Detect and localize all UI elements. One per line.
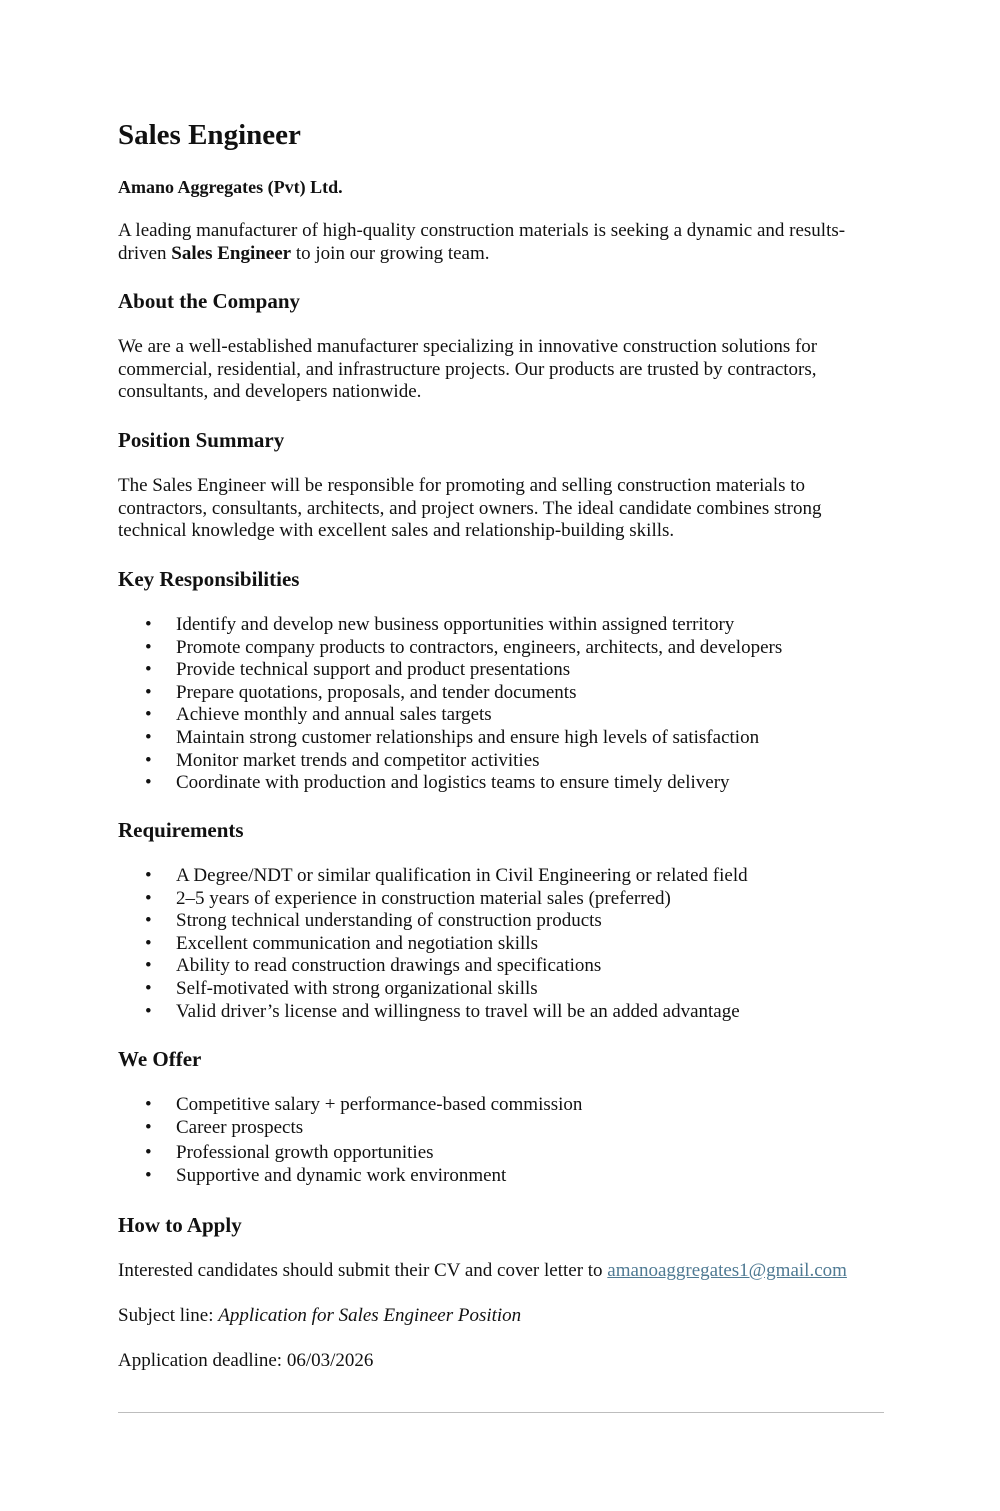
- list-item: • A Degree/NDT or similar qualification in Civil Engineering or related field: [118, 865, 748, 888]
- intro-text-end: to join our growing team.: [291, 242, 490, 264]
- list-item: • Provide technical support and product presentations: [118, 659, 782, 682]
- list-item: • Achieve monthly and annual sales targets: [118, 704, 782, 727]
- apply-text: Interested candidates should submit their CV and cover letter to: [118, 1260, 608, 1281]
- responsibilities-heading: Key Responsibilities: [118, 567, 300, 591]
- list-item: • Promote company products to contractors, engineers, architects, and developers: [118, 637, 782, 660]
- summary-heading: Position Summary: [118, 428, 285, 452]
- list-item: • Excellent communication and negotiation skills: [118, 933, 748, 956]
- list-item: • Self-motivated with strong organizational skills: [118, 978, 748, 1001]
- about-heading: About the Company: [118, 289, 301, 313]
- requirements-heading: Requirements: [118, 818, 244, 842]
- deadline-line: [118, 1350, 878, 1373]
- email-link[interactable]: amanoaggregates1@gmail.com: [607, 1260, 847, 1281]
- subject-label: Subject line:: [118, 1305, 219, 1326]
- list-item: • Supportive and dynamic work environment: [118, 1165, 582, 1188]
- intro-paragraph: [118, 220, 878, 265]
- responsibilities-list: [118, 614, 782, 795]
- offer-heading: We Offer: [118, 1047, 202, 1071]
- subject-value: Application for Sales Engineer Position: [218, 1305, 522, 1326]
- list-item: • 2–5 years of experience in construction material sales (preferred): [118, 888, 748, 911]
- footer-divider: [118, 1412, 884, 1413]
- list-item: • Career prospects: [118, 1117, 582, 1140]
- apply-paragraph: [118, 1260, 878, 1283]
- subject-line: [118, 1305, 878, 1328]
- list-item: • Competitive salary + performance-based commission: [118, 1094, 582, 1117]
- list-item: • Strong technical understanding of construction products: [118, 910, 748, 933]
- list-item: • Identify and develop new business opportunities within assigned territory: [118, 614, 782, 637]
- list-item: • Coordinate with production and logistics teams to ensure timely delivery: [118, 772, 782, 795]
- company-name: Amano Aggregates (Pvt) Ltd.: [118, 177, 343, 197]
- page-title: Sales Engineer: [118, 119, 301, 151]
- intro-text-start: A leading manufacturer of high-quality construction materials is seeking a dynamic and results-driven: [118, 220, 846, 264]
- apply-heading: How to Apply: [118, 1213, 242, 1237]
- intro-role-bold: Sales Engineer: [171, 242, 292, 264]
- list-item: • Ability to read construction drawings and specifications: [118, 955, 748, 978]
- deadline-label: Application deadline:: [118, 1350, 287, 1371]
- list-item: • Valid driver’s license and willingness to travel will be an added advantage: [118, 1001, 748, 1024]
- list-item: • Professional growth opportunities: [118, 1142, 582, 1165]
- list-item: • Monitor market trends and competitor activities: [118, 750, 782, 773]
- list-item: • Prepare quotations, proposals, and tender documents: [118, 682, 782, 705]
- summary-paragraph: The Sales Engineer will be responsible for promoting and selling construction materials to contractors, consultants, architects, and project owners. The ideal candidate combines strong technical knowledge with excellent sales and relationship-building skills.: [118, 475, 822, 541]
- deadline-value: 06/03/2026: [286, 1350, 374, 1371]
- list-item: • Maintain strong customer relationships and ensure high levels of satisfaction: [118, 727, 782, 750]
- offer-list: [118, 1094, 582, 1187]
- requirements-list: [118, 865, 748, 1023]
- about-paragraph: We are a well-established manufacturer specializing in innovative construction solutions for commercial, residential, and infrastructure projects. Our products are trusted by contractors, consultants, and developers nationwide.: [118, 336, 818, 402]
